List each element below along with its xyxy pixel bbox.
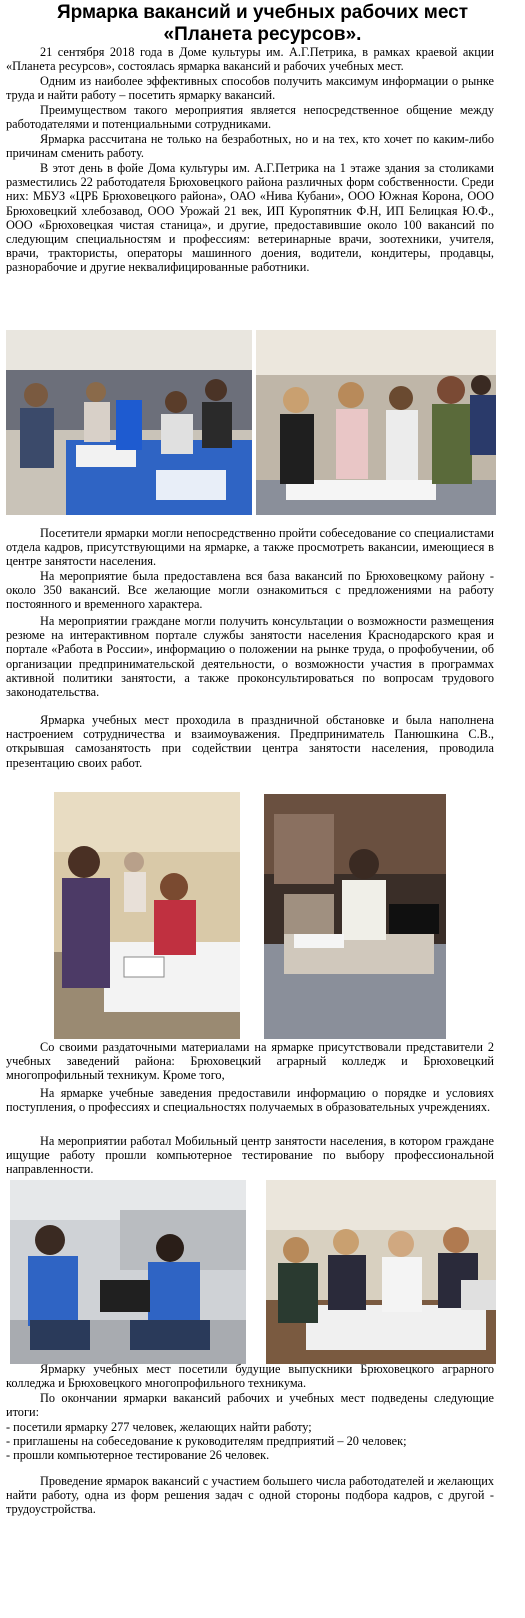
results-list-item: - прошли компьютерное тестирование 26 человек. <box>6 1448 270 1463</box>
paragraph-graduates-visit: Ярмарку учебных мест посетили будущие выпускники Брюховецкого аграрного колледжа и Брюховецкого многопрофильного техникума. <box>6 1362 494 1391</box>
title-line-1: Ярмарка вакансий и учебных рабочих мест <box>56 2 469 23</box>
college-table-photo <box>54 792 240 1039</box>
paragraph-vacancy-base: На мероприятие была предоставлена вся база вакансий по Брюховецкому району - около 350 вакансий. Все желающие могли ознакомиться с предложениями на работу постоянного и временного характера. <box>6 569 494 612</box>
paragraph-admission-info: На ярмарке учебные заведения предоставили информацию о порядке и условиях поступления, о профессиях и специальностях получаемых в образовательных учреждениях. <box>6 1086 494 1115</box>
paragraph-audience: Ярмарка рассчитана не только на безработных, но и на тех, кто хочет по каким-либо причинам сменить работу. <box>6 132 494 161</box>
paragraph-educational-institutions: Со своими раздаточными материалами на ярмарке присутствовали представители 2 учебных заведений района: Брюховецкий аграрный колледж и Брюховецкий многопрофильный техникум. Кроме того, <box>6 1040 494 1083</box>
paragraph-results-intro: По окончании ярмарки вакансий рабочих и учебных мест подведены следующие итоги: <box>6 1391 494 1420</box>
paragraph-interview: Посетители ярмарки могли непосредственно пройти собеседование со специалистами отдела кадров, присутствующими на ярмарке, а также просмотреть вакансии, имеющиеся в центре занятости населения. <box>6 526 494 569</box>
mobile-center-photo <box>10 1180 246 1364</box>
future-graduates-photo <box>266 1180 496 1364</box>
title-line-2: «Планета ресурсов». <box>163 24 362 45</box>
results-list <box>6 1420 494 1463</box>
paragraph-consultations: На мероприятии граждане могли получить консультации о возможности размещения резюме на интерактивном портале службы занятости населения Краснодарского края и портале «Работа в России», информацию о положении на рынке труда, о профобучении, об организации предпринимательской деятельности, о возможности участия в программах активной политики занятости, а также проконсультироваться по вопросам трудового законодательства. <box>6 614 494 700</box>
paragraph-conclusion: Проведение ярмарок вакансий с участием большего числа работодателей и желающих найти работу, одна из форм решения задач с одной стороны подбора кадров, с другой - трудоустройства. <box>6 1474 494 1517</box>
job-seekers-photo <box>256 330 496 515</box>
results-list-item: - посетили ярмарку 277 человек, желающих найти работу; <box>6 1420 312 1434</box>
paragraph-mobile-center: На мероприятии работал Мобильный центр занятости населения, в котором граждане ищущие работу прошли компьютерное тестирование по выбору профессиональной направленности. <box>6 1134 494 1177</box>
fair-visitors-photo <box>6 330 252 515</box>
paragraph-effective-way: Одним из наиболее эффективных способов получить максимум информации о рынке труда и найти работу – посетить ярмарку вакансий. <box>6 74 494 103</box>
self-employment-presentation-photo <box>264 794 446 1039</box>
paragraph-event-date: 21 сентября 2018 года в Доме культуры им. А.Г.Петрика, в рамках краевой акции «Планета ресурсов», состоялась ярмарка вакансий и рабочих учебных мест. <box>6 45 494 74</box>
paragraph-employers: В этот день в фойе Дома культуры им. А.Г.Петрика на 1 этаже здания за столиками разместились 22 работодателя Брюховецкого района различных форм собственности. Среди них: МБУЗ «ЦРБ Брюховецкого района», ОАО «Нива Кубани», ООО Южная Корона, ООО Брюховецкий хлебозавод, ООО Урожай 21 век, ИП Куропятник Ф.Н, ИП Белицкая Ю.Ф., ООО «Брюховецкая чистая станица», и другие, предоставившие около 100 вакансий по следующим специальностям и профессиям: ветеринарные врачи, зоотехники, учителя, врачи, трактористы, операторы машинного доения, водители, кондитеры, продавцы, разнорабочие и другие неквалифицированные работники. <box>6 161 494 275</box>
paragraph-entrepreneur: Ярмарка учебных мест проходила в праздничной обстановке и была наполнена настроением сотрудничества и взаимоуважения. Предприниматель Панюшкина С.В., открывшая самозанятость при содействии центра занятости населения, проводила презентацию своих работ. <box>6 713 494 770</box>
results-list-item: - приглашены на собеседование к руководителям предприятий – 20 человек; <box>6 1434 407 1449</box>
page-title <box>0 2 525 46</box>
paragraph-advantage: Преимуществом такого мероприятия является непосредственное общение между работодателями и потенциальными сотрудниками. <box>6 103 494 132</box>
